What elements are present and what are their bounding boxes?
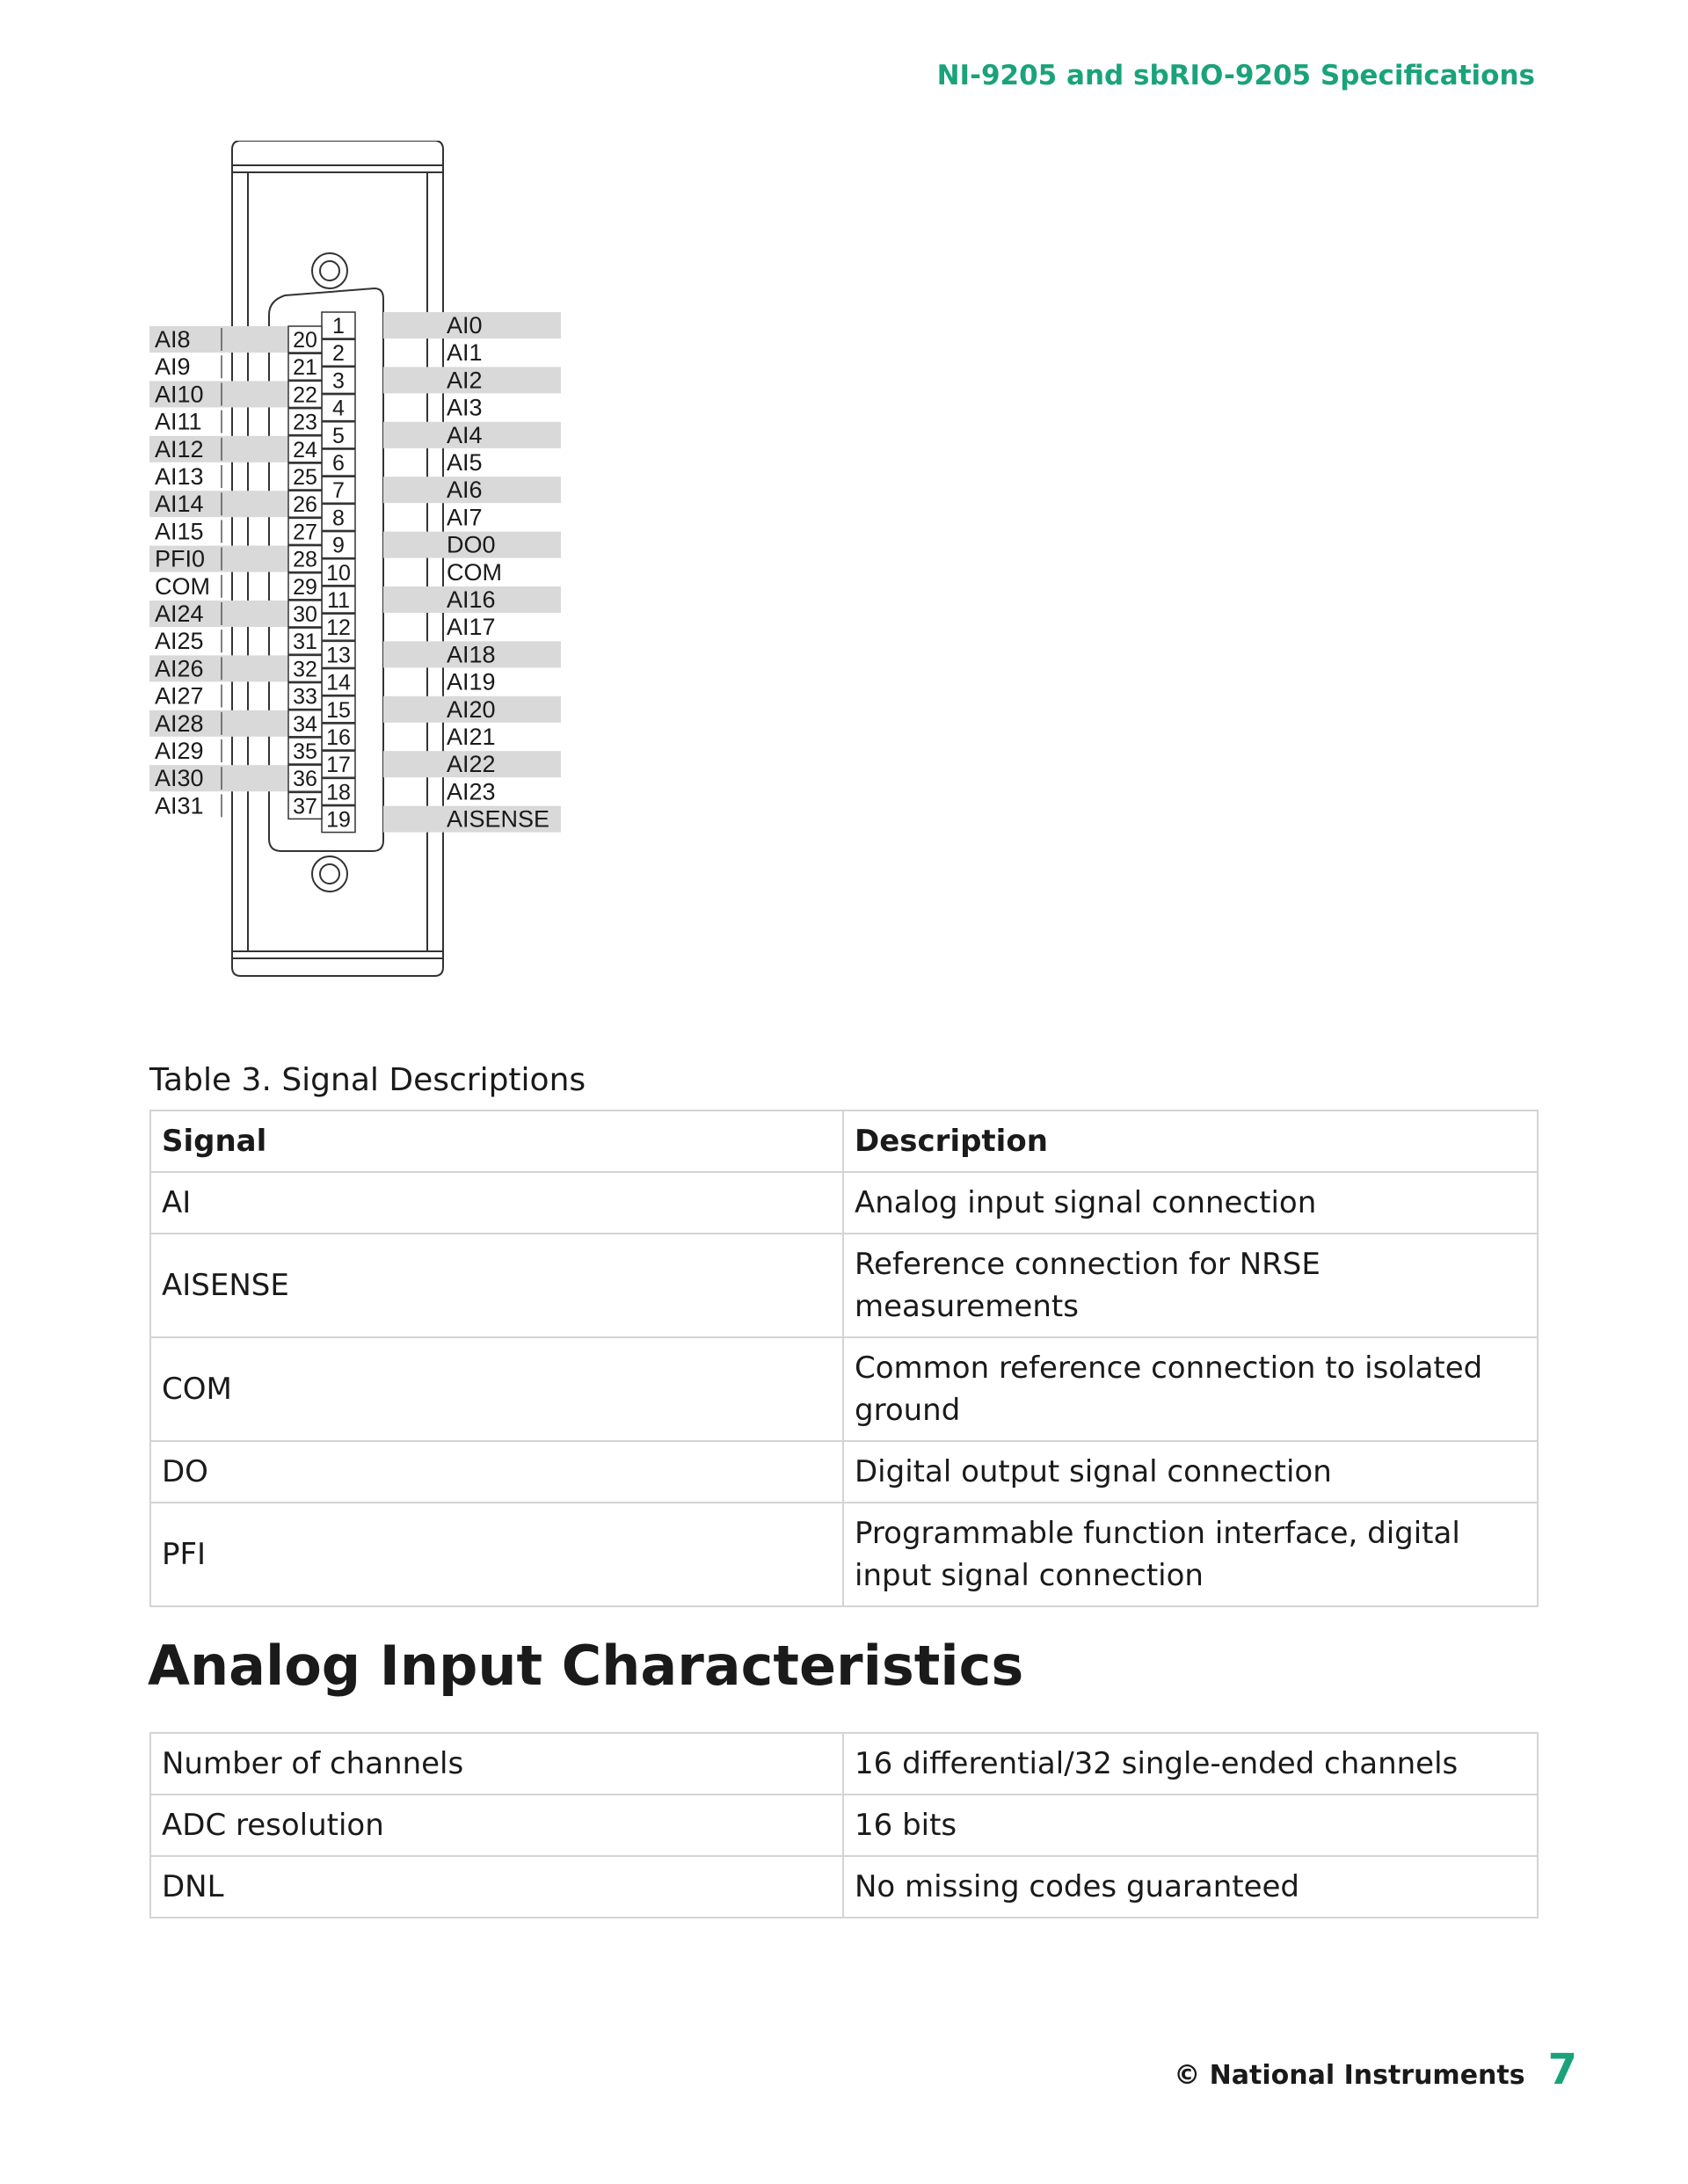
pin-number: 31 [293, 630, 317, 655]
pin-signal-label: AISENSE [447, 805, 550, 833]
pin-number: 26 [293, 492, 317, 518]
pin-number: 5 [332, 423, 345, 448]
pin-number: 3 [332, 368, 345, 394]
pin-number: 18 [326, 780, 351, 805]
description-cell: Digital output signal connection [843, 1441, 1538, 1503]
signal-descriptions-table [149, 1110, 1539, 1607]
pin-number: 30 [293, 602, 317, 627]
pin-signal-label: AI0 [447, 312, 483, 339]
pin-number: 21 [293, 355, 317, 381]
pin-signal-label: AI25 [155, 628, 204, 655]
pin-signal-label: AI3 [447, 394, 483, 421]
table-row [150, 1172, 1538, 1234]
pin-signal-label: AI5 [447, 449, 483, 476]
pin-number: 23 [293, 410, 317, 435]
pin-number: 22 [293, 382, 317, 408]
pin-number: 4 [332, 396, 345, 421]
pin-number: 32 [293, 657, 317, 682]
pin-signal-label: PFI0 [155, 545, 206, 572]
table-row [150, 1733, 1538, 1795]
spec-value-cell: No missing codes guaranteed [843, 1856, 1538, 1918]
signal-cell: COM [150, 1337, 843, 1441]
pin-signal-label: AI19 [447, 668, 496, 695]
signal-cell: DO [150, 1441, 843, 1503]
pin-number: 6 [332, 451, 345, 476]
column-header-signal: Signal [150, 1110, 843, 1172]
pin-signal-label: AI15 [155, 518, 204, 545]
pin-signal-label: AI14 [155, 491, 204, 518]
pin-number: 13 [326, 643, 351, 668]
pin-number: 33 [293, 684, 317, 710]
pin-number: 7 [332, 478, 345, 504]
page-number: 7 [1547, 2045, 1577, 2094]
pin-number: 37 [293, 794, 317, 819]
pin-number: 35 [293, 739, 317, 764]
pin-number: 17 [326, 753, 351, 778]
pinout-svg [146, 141, 568, 985]
pin-number: 20 [293, 328, 317, 353]
description-cell: Programmable function interface, digital input signal connection [843, 1503, 1538, 1606]
pin-number: 10 [326, 560, 351, 586]
spec-name-cell: DNL [150, 1856, 843, 1918]
pin-number: 24 [293, 437, 317, 462]
table-caption: Table 3. Signal Descriptions [149, 1062, 586, 1098]
pin-signal-label: AI7 [447, 504, 483, 531]
pin-signal-label: AI24 [155, 601, 204, 627]
pin-signal-label: AI12 [155, 435, 204, 462]
pin-number: 9 [332, 533, 345, 558]
signal-cell: AISENSE [150, 1234, 843, 1337]
pin-signal-label: AI26 [155, 655, 204, 682]
pin-number: 14 [326, 670, 351, 695]
pin-number: 34 [293, 711, 317, 737]
pin-number: 12 [326, 615, 351, 641]
pin-number: 28 [293, 547, 317, 572]
pin-number: 29 [293, 574, 317, 600]
spec-name-cell: Number of channels [150, 1733, 843, 1795]
pin-signal-label: AI8 [155, 326, 191, 353]
pin-signal-label: AI21 [447, 724, 496, 750]
pin-signal-label: COM [155, 572, 210, 600]
pin-signal-label: AI6 [447, 477, 483, 504]
pin-signal-label: AI29 [155, 738, 204, 764]
signal-cell: PFI [150, 1503, 843, 1606]
table-row [150, 1503, 1538, 1606]
pin-number: 16 [326, 725, 351, 750]
spec-name-cell: ADC resolution [150, 1795, 843, 1856]
pin-signal-label: AI31 [155, 792, 204, 819]
table-row [150, 1856, 1538, 1918]
pin-number: 2 [332, 341, 345, 367]
spec-value-cell: 16 differential/32 single-ended channels [843, 1733, 1538, 1795]
pin-signal-label: AI4 [447, 421, 483, 448]
pin-rows [149, 312, 561, 833]
column-header-description: Description [843, 1110, 1538, 1172]
description-cell: Common reference connection to isolated ground [843, 1337, 1538, 1441]
signal-cell: AI [150, 1172, 843, 1234]
pin-signal-label: AI1 [447, 339, 483, 367]
section-heading: Analog Input Characteristics [148, 1634, 1024, 1698]
connector-pinout-diagram [146, 141, 568, 985]
spec-value-cell: 16 bits [843, 1795, 1538, 1856]
pin-signal-label: AI20 [447, 695, 496, 723]
footer-copyright: © National Instruments [1174, 2060, 1525, 2091]
page-footer [1174, 2045, 1577, 2094]
pin-signal-label: AI10 [155, 381, 204, 408]
pin-signal-label: AI27 [155, 682, 204, 710]
pin-number: 25 [293, 465, 317, 490]
pin-signal-label: AI16 [447, 586, 496, 613]
analog-input-table [149, 1732, 1539, 1918]
pin-number: 15 [326, 697, 351, 723]
pin-number: 8 [332, 506, 345, 531]
running-header: NI-9205 and sbRIO-9205 Specifications [936, 60, 1535, 91]
table-row [150, 1337, 1538, 1441]
table-row [150, 1795, 1538, 1856]
pin-signal-label: DO0 [447, 531, 496, 558]
pin-signal-label: AI23 [447, 778, 496, 805]
pin-signal-label: AI18 [447, 641, 496, 668]
pin-signal-label: AI2 [447, 367, 483, 394]
pin-number: 27 [293, 520, 317, 545]
description-cell: Analog input signal connection [843, 1172, 1538, 1234]
pin-signal-label: AI9 [155, 353, 191, 381]
pin-signal-label: AI11 [155, 408, 202, 435]
pin-signal-label: AI30 [155, 765, 204, 792]
pin-number: 19 [326, 807, 351, 833]
table-row [150, 1441, 1538, 1503]
pin-signal-label: COM [447, 558, 502, 586]
pin-number: 1 [332, 314, 345, 339]
table-header-row [150, 1110, 1538, 1172]
pin-number: 36 [293, 767, 317, 792]
description-cell: Reference connection for NRSE measurements [843, 1234, 1538, 1337]
pin-signal-label: AI17 [447, 614, 496, 641]
pin-signal-label: AI13 [155, 463, 204, 490]
pin-number: 11 [327, 588, 350, 613]
pin-signal-label: AI28 [155, 710, 204, 737]
pin-signal-label: AI22 [447, 751, 496, 778]
table-row [150, 1234, 1538, 1337]
